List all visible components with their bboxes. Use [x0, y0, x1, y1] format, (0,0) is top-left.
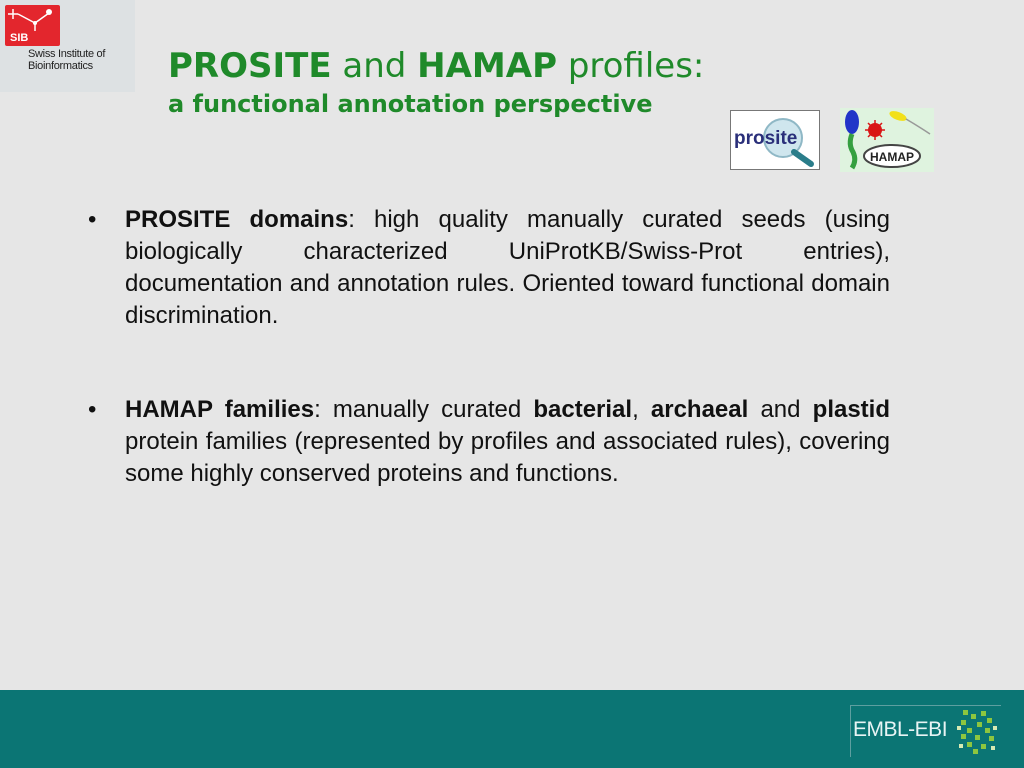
sib-badge-text: SIB	[10, 32, 29, 44]
sib-star-icon	[5, 5, 60, 33]
bullet-text: : high quality manually curated seeds (using biologically characterized UniProtKB/Swiss-Prot entries), documentation and annotation rules. Oriented toward functional domain discrimination.	[125, 206, 891, 329]
bullet-bold-plastid: plastid	[812, 396, 890, 423]
sib-badge	[5, 5, 60, 46]
magnifier-icon	[731, 111, 819, 169]
hamap-logo	[840, 108, 934, 172]
title-profiles: profiles:	[567, 46, 705, 86]
page-subtitle: a functional annotation perspective	[168, 90, 653, 118]
sib-name	[28, 48, 133, 72]
bullet-text: ,	[632, 396, 651, 423]
prosite-logo	[730, 110, 820, 170]
prosite-logo-text: prosite	[734, 128, 798, 149]
bullet-symbol: •	[88, 206, 97, 233]
bullet-bold-archaeal: archaeal	[650, 396, 749, 423]
bullet-term: HAMAP families	[125, 396, 315, 423]
sib-name-line1: Swiss Institute of	[28, 48, 106, 60]
embl-ebi-helix-icon	[957, 708, 999, 754]
bullet-text: and	[748, 396, 813, 423]
title-prosite: PROSITE	[168, 46, 332, 86]
title-and: and	[342, 46, 407, 86]
bullet-symbol: •	[88, 396, 97, 423]
bullet-bold-bacterial: bacterial	[533, 396, 633, 423]
bacteria-icon	[840, 108, 934, 172]
bullet-term: PROSITE domains	[125, 206, 349, 233]
bullet-prosite-domains	[88, 204, 890, 332]
title-hamap: HAMAP	[417, 46, 557, 86]
embl-ebi-logo	[850, 705, 1001, 757]
page-title	[168, 44, 704, 88]
embl-ebi-text: EMBL-EBI	[853, 718, 948, 741]
bullet-hamap-families	[88, 394, 890, 490]
hamap-logo-text: HAMAP	[870, 150, 914, 164]
bullet-text: : manually curated	[314, 396, 534, 423]
bullet-text: protein families (represented by profiles and associated rules), covering some highly conserved proteins and functions.	[125, 428, 890, 487]
bullet-list	[88, 204, 890, 490]
sib-name-line2: Bioinformatics	[28, 60, 93, 72]
sib-logo	[0, 0, 135, 92]
